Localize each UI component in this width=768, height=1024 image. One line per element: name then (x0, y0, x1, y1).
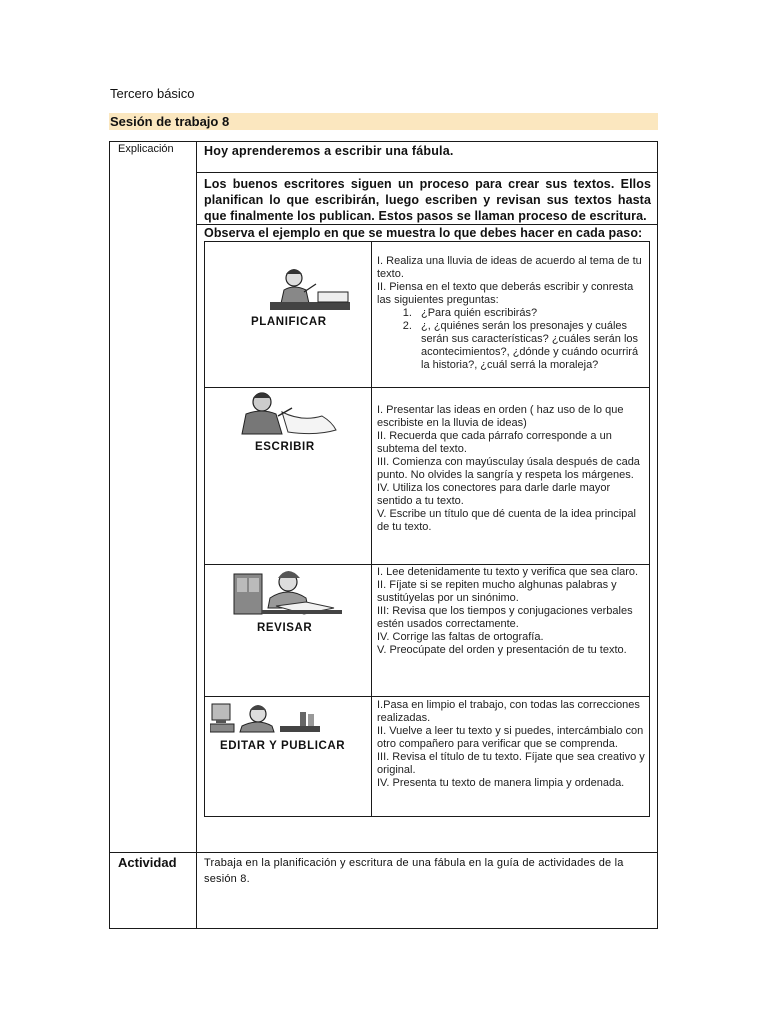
step-name-escribir: ESCRIBIR (255, 441, 315, 453)
list-item: V. Preocúpate del orden y presentación de tu texto. (377, 644, 627, 656)
list-item: V. Escribe un título que dé cuenta de la idea principal de tu texto. (377, 508, 636, 533)
intro-text: Hoy aprenderemos a escribir una fábula. (204, 144, 454, 158)
list-item: I.Pasa en limpio el trabajo, con todas las correcciones realizadas. (377, 699, 640, 724)
actividad-label: Actividad (118, 855, 177, 870)
list-item: 2. ¿, ¿quiénes serán los presonajes y cuáles serán sus características? ¿cuáles serán los acontecimientos?, ¿dónde y cuándo ocurrirá la historia?, ¿cuál serrá la moraleja? (415, 320, 645, 372)
list-item: IV. Corrige las faltas de ortografía. (377, 631, 544, 643)
observe-instruction: Observa el ejemplo en que se muestra lo que debes hacer en cada paso: (204, 226, 643, 240)
document-title: Tercero básico (110, 86, 195, 101)
step-name-planificar: PLANIFICAR (251, 316, 327, 328)
step-name-revisar: REVISAR (257, 622, 313, 634)
session-title: Sesión de trabajo 8 (110, 114, 230, 129)
writing-student-icon (232, 390, 342, 440)
list-item: I. Realiza una lluvia de ideas de acuerdo al tema de tu texto. (377, 255, 642, 280)
process-paragraph: Los buenos escritores siguen un proceso para crear sus textos. Ellos planifican lo que escribirán, luego escriben y revisan sus textos hasta que finalmente los publican. Estos pasos se llaman proceso de escritura. (204, 177, 651, 223)
thinking-student-icon (250, 262, 360, 314)
computer-student-icon (210, 700, 328, 736)
list-item: IV. Presenta tu texto de manera limpia y ordenada. (377, 777, 625, 789)
explicacion-label: Explicación (118, 143, 174, 155)
list-item: 1. ¿Para quién escribirás? (415, 307, 645, 320)
step-desc-editar-y-publicar (377, 699, 645, 790)
activity-text: Trabaja en la planificación y escritura de una fábula en la guía de actividades de la sesión 8. (204, 857, 624, 885)
step-desc-escribir (377, 404, 645, 534)
list-item: I. Presentar las ideas en orden ( haz uso de lo que escribiste en la lluvia de ideas) (377, 404, 624, 429)
list-item: III. Revisa el título de tu texto. Fíjate que sea creativo y original. (377, 751, 645, 776)
list-item: III. Comienza con mayúsculay úsala después de cada punto. No olvides la sangría y respeta los márgenes. (377, 456, 640, 481)
list-item: II. Fíjate si se repiten mucho alghunas palabras y sustitúyelas por un sinónimo. (377, 579, 617, 604)
step-name-editar-y-publicar: EDITAR Y PUBLICAR (220, 740, 346, 752)
step-desc-planificar (377, 255, 645, 372)
reading-student-icon (232, 568, 344, 616)
list-item: III: Revisa que los tiempos y conjugaciones verbales estén usados correctamente. (377, 605, 633, 630)
list-item: II. Vuelve a leer tu texto y si puedes, intercámbialo con otro compañero para verificar que se comprenda. (377, 725, 644, 750)
list-item: II. Piensa en el texto que deberás escribir y conresta las siguientes preguntas: (377, 281, 634, 306)
step-desc-revisar (377, 566, 645, 657)
list-item: II. Recuerda que cada párrafo corresponde a un subtema del texto. (377, 430, 612, 455)
list-item: I. Lee detenidamente tu texto y verifica que sea claro. (377, 566, 639, 578)
list-item: IV. Utiliza los conectores para darle darle mayor sentido a tu texto. (377, 482, 611, 507)
